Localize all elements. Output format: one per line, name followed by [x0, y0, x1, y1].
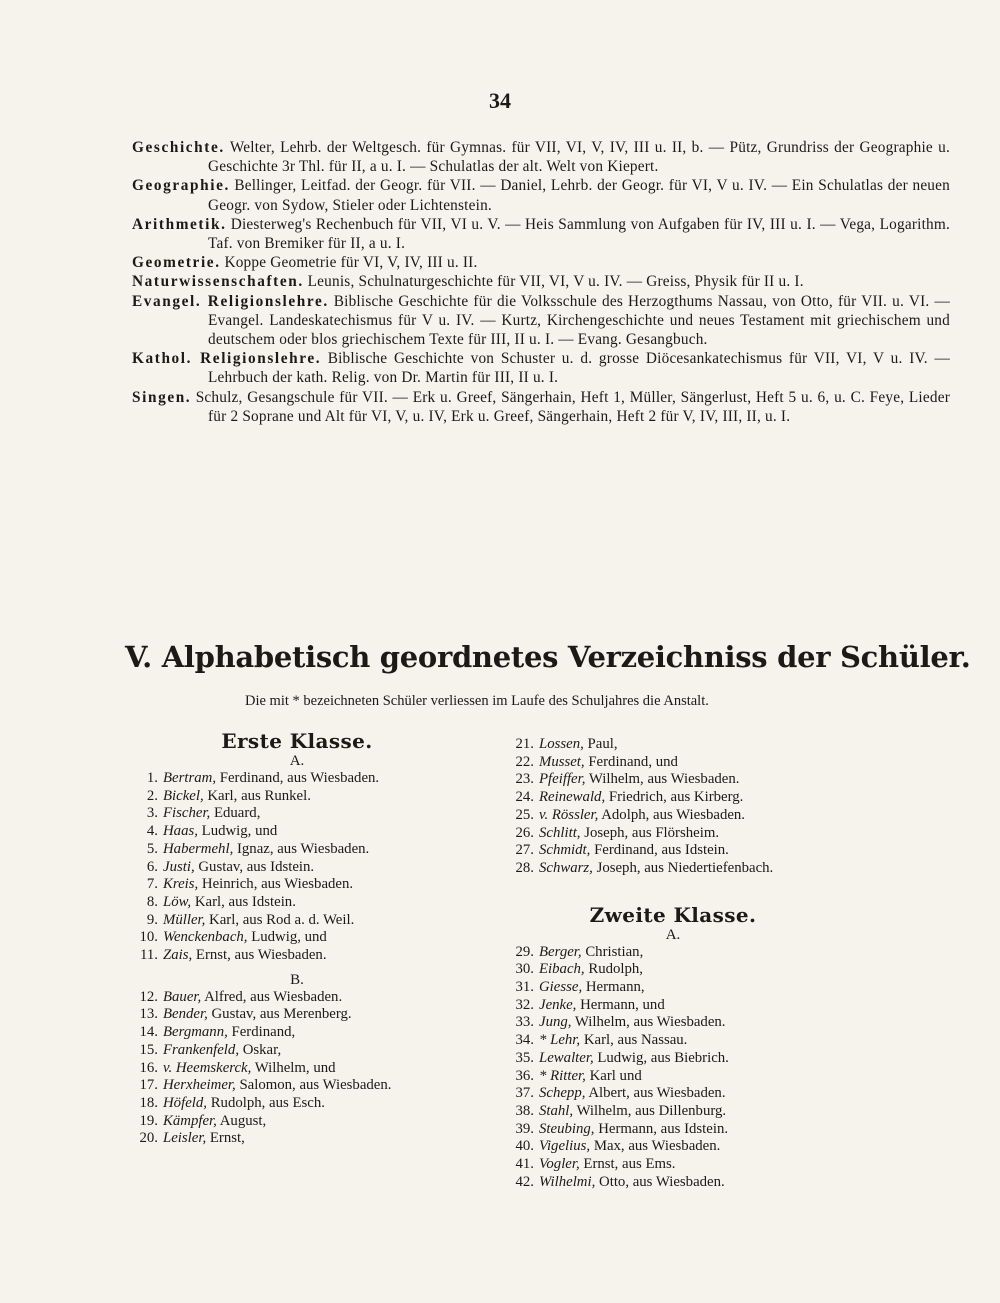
- student-row: [132, 788, 462, 806]
- student-details: Ignaz, aus Wiesbaden.: [236, 840, 370, 857]
- student-row: [508, 1103, 838, 1121]
- student-row: [508, 961, 838, 979]
- subject-books: Koppe Geometrie für VI, V, IV, III u. II.: [224, 254, 478, 272]
- student-number: 5.: [146, 840, 158, 857]
- student-row: [508, 771, 838, 789]
- student-row: [132, 894, 462, 912]
- student-row: [508, 997, 838, 1015]
- subject-label: Geschichte.: [132, 139, 225, 156]
- student-details: Max, aus Wiesbaden.: [593, 1138, 721, 1155]
- student-surname: Wilhelmi,: [539, 1173, 596, 1190]
- student-surname: Jung,: [539, 1014, 572, 1031]
- student-surname: Musset,: [539, 753, 585, 770]
- student-row: [132, 770, 462, 788]
- student-number: 20.: [139, 1130, 158, 1147]
- curriculum-list: [132, 138, 950, 426]
- student-details: Ferdinand, aus Idstein.: [594, 842, 729, 859]
- student-surname: Bauer,: [163, 988, 202, 1005]
- student-details: Ludwig, und: [251, 929, 327, 946]
- student-details: Ferdinand, und: [588, 753, 678, 770]
- student-number: 27.: [515, 842, 534, 859]
- student-number: 21.: [515, 736, 534, 752]
- subject-label: Evangel. Religionslehre.: [132, 292, 329, 310]
- student-details: Alfred, aus Wiesbaden.: [204, 988, 343, 1005]
- student-row: [508, 944, 838, 962]
- student-row: [132, 876, 462, 894]
- student-details: Albert, aus Wiesbaden.: [588, 1085, 726, 1102]
- student-surname: Frankenfeld,: [163, 1041, 240, 1058]
- student-row: [132, 859, 462, 877]
- student-number: 10.: [139, 929, 158, 946]
- student-number: 16.: [139, 1059, 158, 1076]
- student-details: Ernst, aus Ems.: [583, 1156, 676, 1173]
- student-row: [508, 1174, 838, 1192]
- student-details: Paul,: [587, 736, 618, 752]
- student-surname: Höfeld,: [163, 1094, 207, 1111]
- student-row: [508, 754, 838, 772]
- student-details: Hermann,: [585, 979, 645, 996]
- student-surname: Bickel,: [163, 787, 204, 804]
- student-row: [132, 1042, 462, 1060]
- student-surname: Bender,: [163, 1006, 208, 1023]
- student-row: [508, 1032, 838, 1050]
- student-row: [132, 929, 462, 947]
- student-surname: Reinewald,: [539, 789, 606, 806]
- student-surname: Bergmann,: [163, 1024, 228, 1041]
- erste-klasse-heading: Erste Klasse.: [221, 729, 373, 753]
- student-number: 22.: [515, 753, 534, 770]
- student-surname: Bertram,: [163, 770, 217, 786]
- student-details: Joseph, aus Flörsheim.: [584, 824, 720, 841]
- student-surname: Haas,: [163, 823, 198, 840]
- student-details: Gustav, aus Merenberg.: [211, 1006, 352, 1023]
- curriculum-entry: [132, 349, 950, 387]
- student-surname: Schwarz,: [539, 859, 593, 876]
- subject-label: Arithmetik.: [132, 215, 227, 233]
- student-surname: Schlitt,: [539, 824, 581, 841]
- student-row: [508, 1068, 838, 1086]
- student-row: [508, 789, 838, 807]
- student-details: Hermann, aus Idstein.: [598, 1120, 729, 1137]
- student-surname: Jenke,: [539, 996, 577, 1013]
- student-surname: Schepp,: [539, 1085, 586, 1102]
- student-row: [132, 805, 462, 823]
- student-row: [132, 823, 462, 841]
- student-details: August,: [219, 1112, 267, 1129]
- page-number: 34: [489, 88, 511, 113]
- student-surname: Vigelius,: [539, 1138, 591, 1155]
- student-details: Oskar,: [242, 1041, 282, 1058]
- student-surname: Steubing,: [539, 1120, 595, 1137]
- student-details: Ludwig, und: [201, 823, 278, 840]
- student-surname: Schmidt,: [539, 842, 591, 859]
- student-details: Joseph, aus Niedertiefenbach.: [596, 859, 774, 876]
- erste-klasse-group-b: B.: [290, 971, 304, 988]
- student-details: Wilhelm, und: [254, 1059, 336, 1076]
- subject-label: Kathol. Religionslehre.: [132, 350, 322, 368]
- student-surname: * Lehr,: [539, 1032, 581, 1049]
- student-details: Christian,: [585, 943, 644, 960]
- student-details: Karl, aus Rod a. d. Weil.: [209, 911, 355, 928]
- student-number: 24.: [515, 789, 534, 806]
- student-details: Adolph, aus Wiesbaden.: [601, 806, 746, 823]
- student-list-erste-b-continued: [508, 736, 838, 878]
- student-details: Gustav, aus Idstein.: [198, 858, 315, 875]
- student-number: 32.: [515, 996, 534, 1013]
- student-details: Heinrich, aus Wiesbaden.: [201, 876, 354, 893]
- student-row: [508, 842, 838, 860]
- student-details: Ferdinand,: [231, 1024, 296, 1041]
- student-surname: Leisler,: [163, 1130, 207, 1147]
- student-number: 34.: [515, 1032, 534, 1049]
- student-number: 36.: [515, 1067, 534, 1084]
- right-column: [508, 736, 838, 1191]
- section-heading: V. Alphabetisch geordnetes Verzeichniss der Schüler.: [125, 640, 971, 674]
- subject-books: Biblische Geschichte für die Volksschule des Herzogthums Nassau, von Otto, für VII. u. VI. — Evangel. Landeskatechismus für V u. IV. — Kurtz, Kirchengeschichte und neues Testament mit griechischem und deutschem oder blos griechischem Texte für III, II u. I. — Evang. Gesangbuch.: [208, 292, 950, 349]
- student-row: [132, 1095, 462, 1113]
- student-number: 30.: [515, 961, 534, 978]
- student-row: [132, 1006, 462, 1024]
- student-details: Ernst,: [209, 1130, 245, 1147]
- student-number: 33.: [515, 1014, 534, 1031]
- student-details: Karl und: [589, 1067, 642, 1084]
- subject-label: Naturwissenschaften.: [132, 273, 304, 291]
- student-number: 23.: [515, 771, 534, 788]
- student-surname: v. Rössler,: [539, 806, 599, 823]
- student-number: 40.: [515, 1138, 534, 1155]
- subject-books: Diesterweg's Rechenbuch für VII, VI u. V. — Heis Sammlung von Aufgaben für IV, III u. I. — Vega, Logarithm. Taf. von Bremiker für II, a u. I.: [208, 215, 951, 253]
- student-row: [508, 1085, 838, 1103]
- section-note: Die mit * bezeichneten Schüler verliessen im Laufe des Schuljahres die Anstalt.: [245, 693, 709, 709]
- curriculum-entry: [132, 388, 950, 426]
- student-row: [132, 1060, 462, 1078]
- student-row: [508, 825, 838, 843]
- student-row: [508, 1138, 838, 1156]
- subject-books: Leunis, Schulnaturgeschichte für VII, VI, V u. IV. — Greiss, Physik für II u. I.: [307, 273, 804, 291]
- student-list-erste-b: [132, 989, 462, 1148]
- student-details: Wilhelm, aus Dillenburg.: [576, 1102, 727, 1119]
- student-number: 31.: [515, 979, 534, 996]
- student-number: 17.: [139, 1077, 158, 1094]
- student-details: Karl, aus Idstein.: [194, 893, 296, 910]
- student-row: [508, 1050, 838, 1068]
- student-row: [508, 807, 838, 825]
- student-row: [132, 841, 462, 859]
- curriculum-entry: [132, 272, 950, 291]
- student-details: Friedrich, aus Kirberg.: [608, 789, 744, 806]
- student-details: Wilhelm, aus Wiesbaden.: [574, 1014, 726, 1031]
- student-details: Eduard,: [213, 805, 261, 822]
- student-details: Wilhelm, aus Wiesbaden.: [588, 771, 740, 788]
- student-number: 37.: [515, 1085, 534, 1102]
- left-column: [132, 730, 462, 1148]
- curriculum-entry: [132, 215, 950, 253]
- student-details: Ernst, aus Wiesbaden.: [195, 947, 327, 964]
- student-number: 12.: [139, 988, 158, 1005]
- student-surname: Justi,: [163, 858, 195, 875]
- student-number: 8.: [146, 893, 158, 910]
- student-number: 11.: [140, 947, 158, 964]
- student-row: [132, 1024, 462, 1042]
- student-row: [132, 1113, 462, 1131]
- student-surname: Fischer,: [163, 805, 211, 822]
- student-surname: Löw,: [163, 893, 192, 910]
- student-details: Ferdinand, aus Wiesbaden.: [219, 770, 380, 786]
- student-row: [508, 860, 838, 878]
- subject-books: Biblische Geschichte von Schuster u. d. grosse Diöcesankatechismus für VII, VI, V u. IV. — Lehrbuch der kath. Relig. von Dr. Martin für III, II u. I.: [208, 350, 951, 387]
- student-row: [508, 1121, 838, 1139]
- student-surname: Pfeiffer,: [539, 771, 586, 788]
- student-details: Karl, aus Nassau.: [583, 1032, 688, 1049]
- curriculum-entry: [132, 292, 950, 350]
- subject-books: Schulz, Gesangschule für VII. — Erk u. Greef, Sängerhain, Heft 1, Müller, Sängerlust, Heft 5 u. 6, u. C. Feye, Lieder für 2 Soprane und Alt für VI, V, u. IV, Erk u. Greef, Sängerhain, Heft 2 für V, IV, III, II, u. I.: [195, 388, 951, 425]
- student-surname: Habermehl,: [163, 840, 234, 857]
- student-number: 3.: [146, 805, 158, 822]
- curriculum-entry: [132, 253, 950, 272]
- student-row: [508, 1156, 838, 1174]
- subject-label: Singen.: [132, 388, 192, 406]
- student-row: [132, 947, 462, 965]
- student-number: 18.: [139, 1094, 158, 1111]
- student-number: 26.: [515, 824, 534, 841]
- student-surname: Giesse,: [539, 979, 583, 996]
- student-surname: Lossen,: [539, 736, 584, 752]
- student-details: Ludwig, aus Biebrich.: [597, 1049, 729, 1066]
- student-number: 25.: [515, 806, 534, 823]
- student-number: 38.: [515, 1102, 534, 1119]
- student-number: 39.: [515, 1120, 534, 1137]
- student-details: Salomon, aus Wiesbaden.: [239, 1077, 392, 1094]
- student-details: Hermann, und: [580, 996, 665, 1013]
- student-number: 28.: [515, 859, 534, 876]
- student-row: [132, 1077, 462, 1095]
- student-surname: Lewalter,: [539, 1049, 594, 1066]
- student-surname: Müller,: [163, 911, 206, 928]
- student-number: 35.: [515, 1049, 534, 1066]
- subject-books: Welter, Lehrb. der Weltgesch. für Gymnas. für VII, VI, V, IV, III u. II, b. — Pütz, Grundriss der Geographie u. Geschichte 3r Thl. für II, a u. I. — Schulatlas der alt. Welt von Kiepert.: [208, 139, 951, 176]
- subject-label: Geographie.: [132, 177, 230, 195]
- student-surname: Kreis,: [163, 876, 199, 893]
- student-surname: v. Heemskerck,: [163, 1059, 252, 1076]
- student-number: 14.: [139, 1024, 158, 1041]
- student-details: Rudolph,: [588, 961, 643, 978]
- zweite-klasse-group-a: A.: [665, 926, 681, 943]
- student-surname: Herxheimer,: [163, 1077, 236, 1094]
- student-surname: Wenckenbach,: [163, 929, 248, 946]
- student-row: [508, 736, 838, 754]
- student-surname: Zais,: [163, 947, 193, 964]
- student-row: [132, 912, 462, 930]
- student-surname: Vogler,: [539, 1156, 580, 1173]
- student-number: 41.: [515, 1156, 534, 1173]
- curriculum-entry: [132, 176, 950, 214]
- student-number: 42.: [515, 1173, 534, 1190]
- curriculum-entry: [132, 138, 950, 176]
- student-surname: * Ritter,: [539, 1067, 586, 1084]
- student-number: 15.: [139, 1041, 158, 1058]
- student-number: 6.: [146, 858, 158, 875]
- student-surname: Eibach,: [539, 961, 585, 978]
- student-list-erste-a: [132, 770, 462, 965]
- student-number: 7.: [146, 876, 158, 893]
- subject-label: Geometrie.: [132, 254, 221, 272]
- student-row: [132, 1130, 462, 1148]
- student-number: 9.: [146, 911, 158, 928]
- student-details: Otto, aus Wiesbaden.: [599, 1173, 725, 1190]
- student-number: 19.: [139, 1112, 158, 1129]
- subject-books: Bellinger, Leitfad. der Geogr. für VII. — Daniel, Lehrb. der Geogr. für VI, V u. IV. — Ein Schulatlas der neuen Geogr. von Sydow, Stieler oder Lichtenstein.: [208, 177, 950, 214]
- student-number: 1.: [146, 770, 158, 786]
- student-details: Rudolph, aus Esch.: [210, 1094, 325, 1111]
- student-list-zweite: [508, 944, 838, 1192]
- student-surname: Kämpfer,: [163, 1112, 217, 1129]
- zweite-klasse-heading: Zweite Klasse.: [589, 902, 757, 927]
- student-row: [508, 1014, 838, 1032]
- student-number: 4.: [146, 823, 158, 840]
- student-surname: Berger,: [539, 943, 582, 960]
- student-row: [508, 979, 838, 997]
- student-number: 2.: [146, 787, 158, 804]
- student-number: 13.: [139, 1006, 158, 1023]
- erste-klasse-group-a: A.: [289, 753, 305, 769]
- student-details: Karl, aus Runkel.: [207, 787, 311, 804]
- student-row: [132, 989, 462, 1007]
- student-surname: Stahl,: [539, 1102, 574, 1119]
- student-number: 29.: [515, 943, 534, 960]
